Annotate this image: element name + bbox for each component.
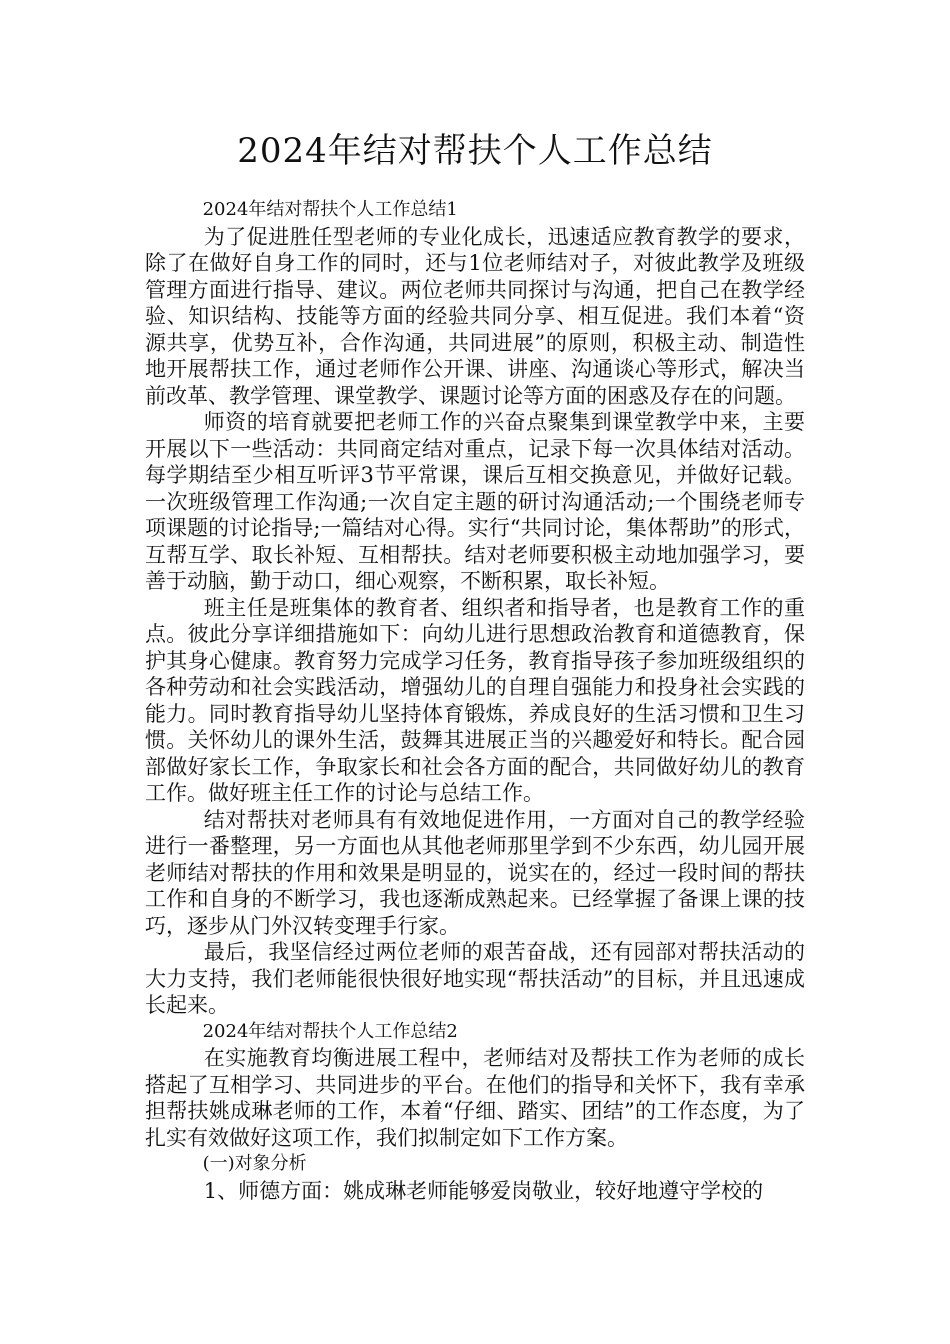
section-1-paragraph-5: 最后，我坚信经过两位老师的艰苦奋战，还有园部对帮扶活动的大力支持，我们老师能很快很好地实现“帮扶活动”的目标，并且迅速成长起来。	[145, 940, 805, 1017]
section-2-heading: 2024年结对帮扶个人工作总结2	[202, 1020, 458, 1042]
section-2-subheading: (一)对象分析	[202, 1153, 307, 1174]
section-1-paragraph-1: 为了促进胜任型老师的专业化成长，迅速适应教育教学的要求，除了在做好自身工作的同时，还与1位老师结对子，对彼此教学及班级管理方面进行指导、建议。两位老师共同探讨与沟通，把自己在教学经验、知识结构、技能等方面的经验共同分享、相互促进。我们本着“资源共享，优势互补，合作沟通，共同进展”的原则，积极主动、制造性地开展帮扶工作，通过老师作公开课、讲座、沟通谈心等形式，解决当前改革、教学管理、课堂教学、课题讨论等方面的困惑及存在的问题。	[145, 224, 805, 408]
document-title: 2024年结对帮扶个人工作总结	[237, 131, 713, 171]
section-1-paragraph-4: 结对帮扶对老师具有有效地促进作用，一方面对自己的教学经验进行一番整理，另一方面也从其他老师那里学到不少东西，幼儿园开展老师结对帮扶的作用和效果是明显的，说实在的，经过一段时间的帮扶工作和自身的不断学习，我也逐渐成熟起来。已经掌握了备课上课的技巧，逐步从门外汉转变理手行家。	[145, 807, 805, 938]
document-page	[145, 128, 805, 1204]
section-2-paragraph-1: 在实施教育均衡进展工程中，老师结对及帮扶工作为老师的成长搭起了互相学习、共同进步的平台。在他们的指导和关怀下，我有幸承担帮扶姚成琳老师的工作，本着“仔细、踏实、团结”的工作态度，为了扎实有效做好这项工作，我们拟制定如下工作方案。	[145, 1046, 805, 1150]
section-1	[145, 197, 805, 1019]
section-1-paragraph-3: 班主任是班集体的教育者、组织者和指导者，也是教育工作的重点。彼此分享详细措施如下：向幼儿进行思想政治教育和道德教育，保护其身心健康。教育努力完成学习任务，教育指导孩子参加班级组织的各种劳动和社会实践活动，增强幼儿的自理自强能力和投身社会实践的能力。同时教育指导幼儿坚持体育锻炼，养成良好的生活习惯和卫生习惯。关怀幼儿的课外生活，鼓舞其进展正当的兴趣爱好和特长。配合园部做好家长工作，争取家长和社会各方面的配合，共同做好幼儿的教育工作。做好班主任工作的讨论与总结工作。	[145, 595, 805, 805]
section-2-item-1: 1、师德方面：姚成琳老师能够爱岗敬业，较好地遵守学校的	[203, 1178, 764, 1203]
section-1-heading: 2024年结对帮扶个人工作总结1	[202, 199, 458, 220]
section-1-paragraph-2: 师资的培育就要把老师工作的兴奋点聚集到课堂教学中来，主要开展以下一些活动：共同商定结对重点，记录下每一次具体结对活动。每学期结至少相互听评3节平常课，课后互相交换意见，并做好记载。一次班级管理工作沟通;一次自定主题的研讨沟通活动;一个围绕老师专项课题的讨论指导;一篇结对心得。实行“共同讨论，集体帮助”的形式，互帮互学、取长补短、互相帮扶。结对老师要积极主动地加强学习，要善于动脑，勤于动口，细心观察，不断积累，取长补短。	[145, 410, 805, 593]
section-2	[145, 1019, 805, 1205]
